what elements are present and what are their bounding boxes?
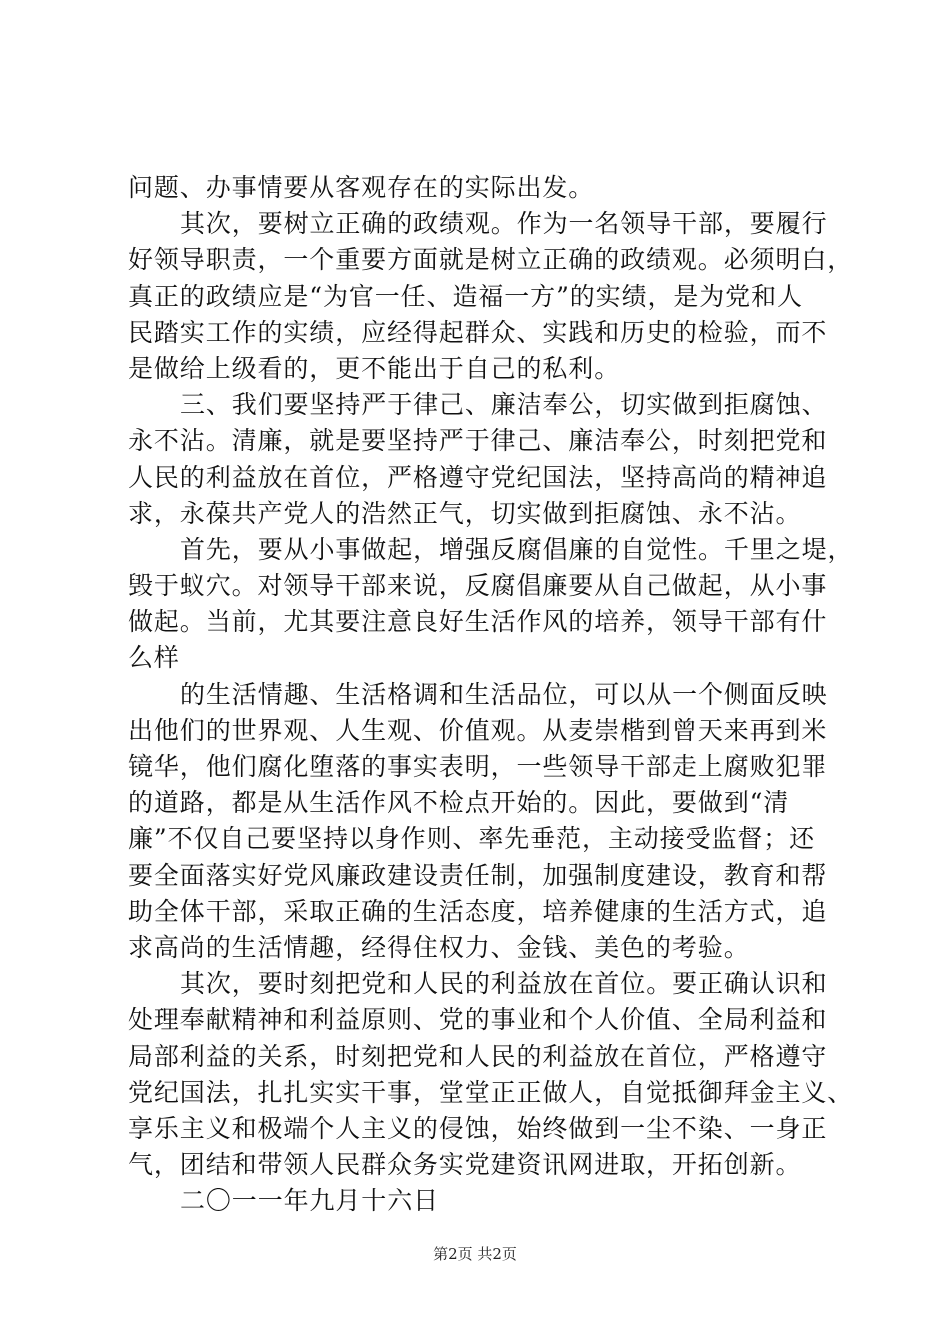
text-line: 党纪国法，扎扎实实干事，堂堂正正做人，自觉抵御拜金主义、 xyxy=(128,1077,854,1107)
text-line: 的道路，都是从生活作风不检点开始的。因此，要做到“清 xyxy=(128,788,790,818)
text-line: 首先，要从小事做起，增强反腐倡廉的自觉性。千里之堤， xyxy=(180,534,854,564)
text-line: 问题、办事情要从客观存在的实际出发。 xyxy=(128,173,595,202)
text-line: 其次，要时刻把党和人民的利益放在首位。要正确认识和 xyxy=(180,969,828,999)
text-line: 人民的利益放在首位，严格遵守党纪国法，坚持高尚的精神追 xyxy=(128,462,828,492)
text-line: 是做给上级看的，更不能出于自己的私利。 xyxy=(128,353,621,383)
text-line: 出他们的世界观、人生观、价值观。从麦崇楷到曾天来再到米 xyxy=(128,715,828,745)
text-line: 民踏实工作的实绩，应经得起群众、实践和历史的检验，而不 xyxy=(128,317,828,347)
text-line: 么样 xyxy=(128,643,180,673)
text-line: 局部利益的关系，时刻把党和人民的利益放在首位，严格遵守 xyxy=(128,1041,828,1071)
text-line: 做起。当前，尤其要注意良好生活作风的培养，领导干部有什 xyxy=(128,607,828,637)
text-line: 要全面落实好党风廉政建设责任制，加强制度建设，教育和帮 xyxy=(128,860,828,890)
text-line: 好领导职责，一个重要方面就是树立正确的政绩观。必须明白， xyxy=(128,245,854,275)
text-line: 永不沾。清廉，就是要坚持严于律己、廉洁奉公，时刻把党和 xyxy=(128,426,828,456)
text-line: 毁于蚁穴。对领导干部来说，反腐倡廉要从自己做起，从小事 xyxy=(128,571,828,601)
text-line: 镜华，他们腐化堕落的事实表明，一些领导干部走上腐败犯罪 xyxy=(128,752,828,781)
text-line: 的生活情趣、生活格调和生活品位，可以从一个侧面反映 xyxy=(180,679,828,709)
text-line: 求，永葆共产党人的浩然正气，切实做到拒腐蚀、永不沾。 xyxy=(128,498,802,528)
text-line: 享乐主义和极端个人主义的侵蚀，始终做到一尘不染、一身正 xyxy=(128,1113,828,1143)
text-line: 二〇一一年九月十六日 xyxy=(180,1186,440,1216)
text-line: 真正的政绩应是“为官一任、造福一方”的实绩，是为党和人 xyxy=(128,281,803,311)
text-line: 廉”不仅自己要坚持以身作则、率先垂范，主动接受监督；还 xyxy=(128,824,816,854)
document-body xyxy=(128,170,854,1219)
text-line: 三、我们要坚持严于律己、廉洁奉公，切实做到拒腐蚀、 xyxy=(180,390,828,420)
text-line: 助全体干部，采取正确的生活态度，培养健康的生活方式，追 xyxy=(128,896,828,926)
text-line: 其次，要树立正确的政绩观。作为一名领导干部，要履行 xyxy=(180,209,828,239)
text-line: 处理奉献精神和利益原则、党的事业和个人价值、全局利益和 xyxy=(128,1005,828,1035)
text-line: 求高尚的生活情趣，经得住权力、金钱、美色的考验。 xyxy=(128,932,750,962)
text-line: 气，团结和带领人民群众务实党建资讯网进取，开拓创新。 xyxy=(128,1150,802,1180)
page-footer: 第2页 共2页 xyxy=(433,1245,517,1263)
